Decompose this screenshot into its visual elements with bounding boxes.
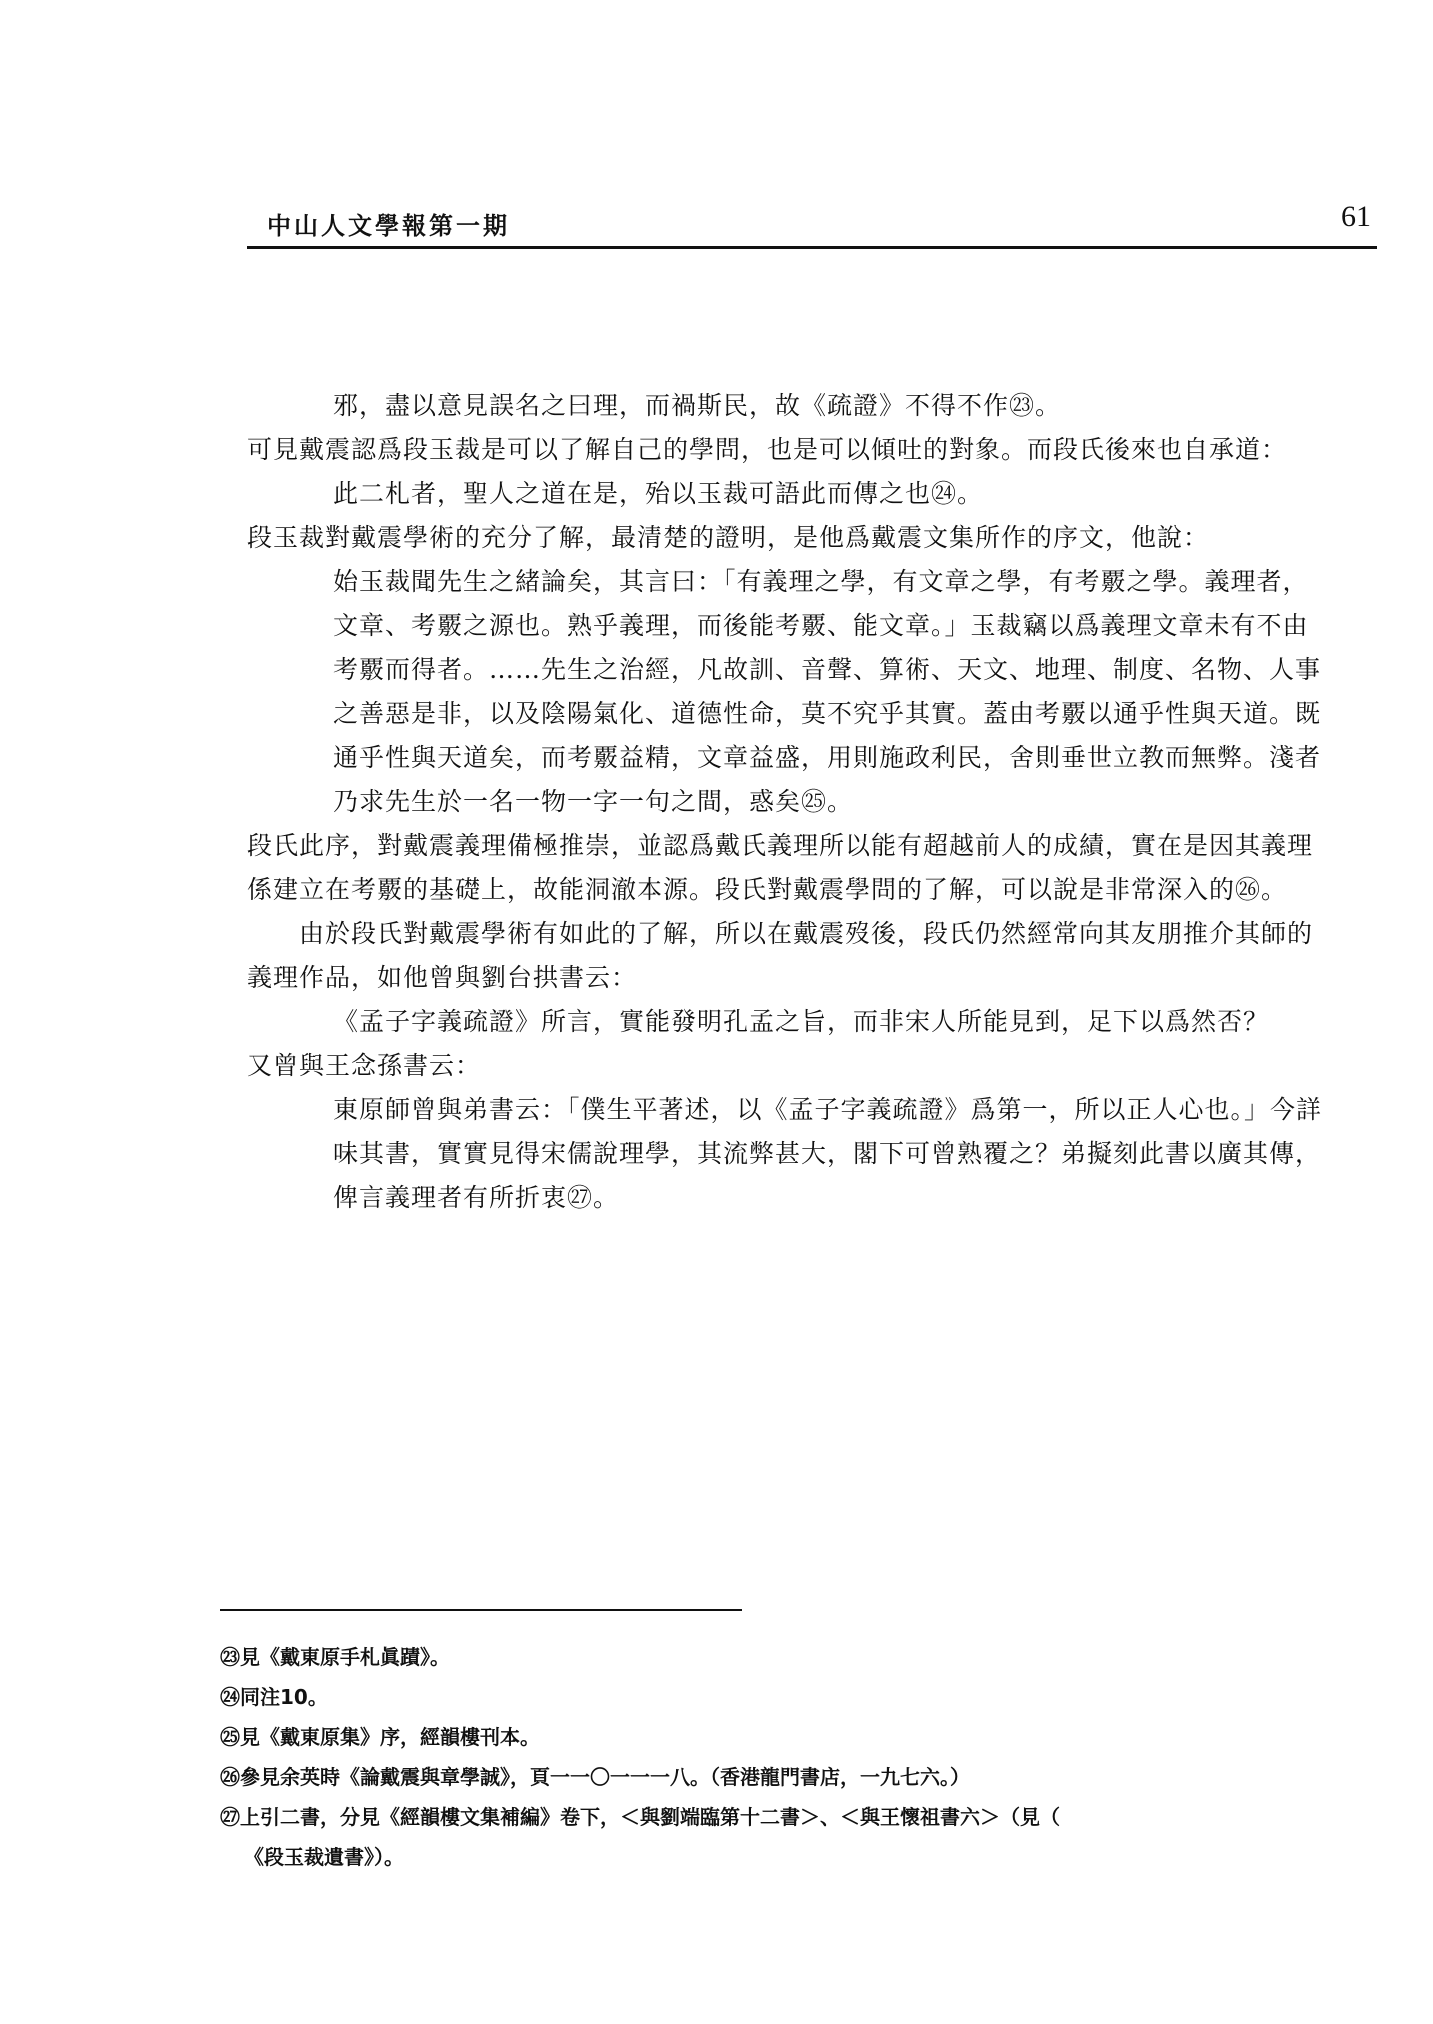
footnotes bbox=[220, 1637, 1340, 1877]
running-header bbox=[247, 200, 1377, 249]
footnote-26: ㉖參見余英時《論戴震與章學誠》，頁一一〇一一一八。（香港龍門書店，一九七六。） bbox=[220, 1765, 970, 1789]
journal-title: 中山人文學報第一期 bbox=[267, 212, 510, 240]
paragraph: 由於段氏對戴震學術有如此的了解，所以在戴震歿後，段氏仍然經常向其友朋推介其師的義理作品，如他曾與劉台拱書云： bbox=[247, 919, 1314, 992]
block-quote: 東原師曾與弟書云：「僕生平著述，以《孟子字義疏證》爲第一，所以正人心也。」今詳味其書，實實見得宋儒說理學，其流弊甚大，閣下可曾熟覆之？弟擬刻此書以廣其傳，俾言義理者有所折衷㉗。 bbox=[333, 1095, 1323, 1212]
main-text bbox=[247, 384, 1327, 1220]
paragraph: 可見戴震認爲段玉裁是可以了解自己的學問，也是可以傾吐的對象。而段氏後來也自承道： bbox=[247, 435, 1288, 464]
paragraph: 段玉裁對戴震學術的充分了解，最清楚的證明，是他爲戴震文集所作的序文，他說： bbox=[247, 523, 1210, 552]
block-quote: 始玉裁聞先生之緒論矣，其言曰：「有義理之學，有文章之學，有考覈之學。義理者，文章、考覈之源也。熟乎義理，而後能考覈、能文章。」玉裁竊以爲義理文章未有不由考覈而得者。……先生之治經，凡故訓、音聲、算術、天文、地理、制度、名物、人事之善惡是非，以及陰陽氣化、道德性命，莫不究乎其實。蓋由考覈以通乎性與天道。既通乎性與天道矣，而考覈益精，文章益盛，用則施政利民，舍則垂世立教而無弊。淺者乃求先生於一名一物一字一句之間，惑矣㉕。 bbox=[333, 567, 1322, 816]
paragraph: 又曾與王念孫書云： bbox=[247, 1051, 482, 1080]
footnote-27: ㉗上引二書，分見《經韻樓文集補編》卷下，＜與劉端臨第十二書＞、＜與王懷祖書六＞（見（ bbox=[220, 1805, 1060, 1829]
footnote-24: ㉔同注10。 bbox=[220, 1685, 328, 1709]
footnote-27-continued: 《段玉裁遺書》）。 bbox=[244, 1845, 404, 1869]
block-quote: 《孟子字義疏證》所言，實能發明孔孟之旨，而非宋人所能見到，足下以爲然否？ bbox=[333, 1007, 1270, 1036]
page-number: 61 bbox=[1341, 200, 1371, 233]
footnote-divider bbox=[220, 1609, 742, 1611]
block-quote: 此二札者，聖人之道在是，殆以玉裁可語此而傳之也㉔。 bbox=[333, 479, 984, 508]
block-quote: 邪，盡以意見誤名之曰理，而禍斯民，故《疏證》不得不作㉓。 bbox=[333, 391, 1062, 420]
footnote-23: ㉓見《戴東原手札眞蹟》。 bbox=[220, 1645, 450, 1669]
paragraph: 段氏此序，對戴震義理備極推崇，並認爲戴氏義理所以能有超越前人的成績，實在是因其義理係建立在考覈的基礎上，故能洞澈本源。段氏對戴震學問的了解，可以說是非常深入的㉖。 bbox=[247, 831, 1314, 904]
footnote-25: ㉕見《戴東原集》序，經韻樓刊本。 bbox=[220, 1725, 540, 1749]
